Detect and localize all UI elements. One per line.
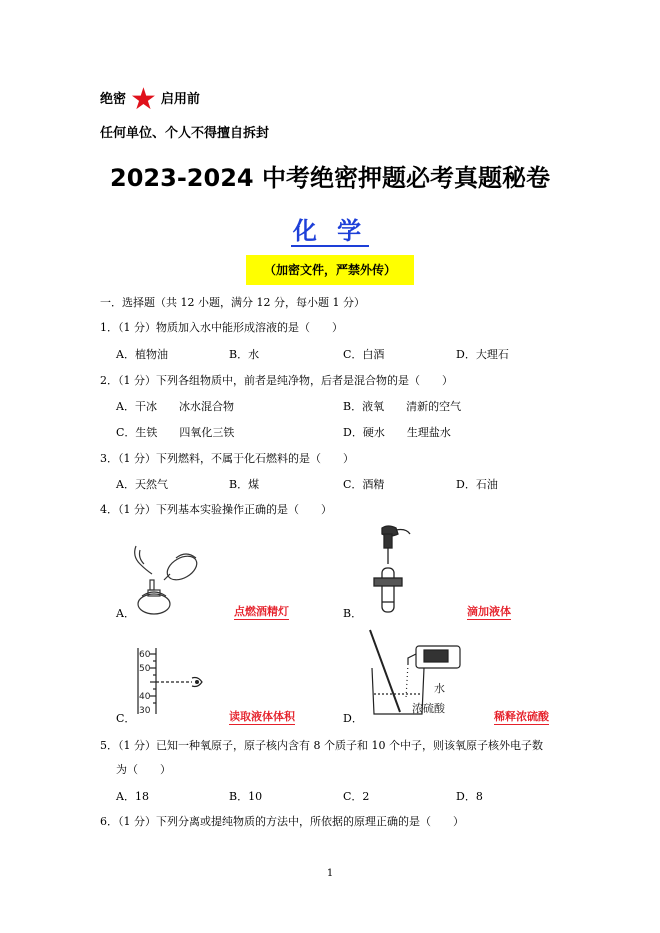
question-2-option-d: D．硬水 生理盐水: [343, 426, 451, 439]
page-number: 1: [326, 868, 334, 879]
question-4-option-c: C．: [116, 712, 136, 725]
question-4-stem: 4．（1 分）下列基本实验操作正确的是（ ）: [100, 503, 332, 516]
figure-label-b: 滴加液体: [467, 605, 511, 618]
figure-label-a: 点燃酒精灯: [234, 605, 289, 618]
question-1-option-a: A．植物油: [116, 348, 168, 361]
question-3-option-b: B．煤: [229, 478, 260, 491]
question-1-option-b: B．水: [229, 348, 260, 361]
question-5-option-b: B．10: [229, 790, 263, 803]
figure-label-c: 读取液体体积: [229, 710, 295, 723]
cylinder-tick-50: 50: [139, 664, 151, 674]
cylinder-tick-40: 40: [139, 692, 151, 702]
alcohol-lamp-figure: [128, 540, 208, 620]
question-6-stem: 6．（1 分）下列分离或提纯物质的方法中，所依据的原理正确的是（ ）: [100, 815, 464, 828]
page-title: 2023-2024 中考绝密押题必考真题秘卷: [110, 164, 550, 192]
section-heading: 一．选择题（共 12 小题，满分 12 分，每小题 1 分）: [100, 296, 365, 309]
dilute-acid-figure: [362, 628, 472, 720]
question-5-option-a: A．18: [116, 790, 149, 803]
secret-label: 绝密: [100, 92, 127, 107]
question-4-option-b: B．: [343, 607, 363, 620]
question-2-option-a: A．干冰 冰水混合物: [116, 400, 234, 413]
star-icon: ★: [130, 82, 157, 117]
acid-label: 浓硫酸: [412, 702, 445, 715]
question-5-stem-line1: 5．（1 分）已知一种氧原子，原子核内含有 8 个质子和 10 个中子，则该氧原子核外电子数: [100, 739, 543, 752]
cylinder-tick-60: 60: [139, 650, 151, 660]
question-5-option-c: C．2: [343, 790, 370, 803]
flame-swirl: [135, 546, 152, 574]
question-1-option-d: D．大理石: [456, 348, 509, 361]
question-2-option-c: C．生铁 四氧化三铁: [116, 426, 235, 439]
question-2-option-b: B．液氧 清新的空气: [343, 400, 462, 413]
figure-label-d: 稀释浓硫酸: [494, 710, 549, 723]
seal-warning: 任何单位、个人不得擅自拆封: [100, 126, 270, 141]
question-1-stem: 1．（1 分）物质加入水中能形成溶液的是（ ）: [100, 321, 343, 334]
subject-title: [0, 211, 660, 246]
water-label: 水: [434, 682, 445, 695]
question-4-option-a: A．: [116, 607, 135, 620]
question-5-stem-line2: 为（ ）: [116, 763, 171, 776]
question-3-stem: 3．（1 分）下列燃料，不属于化石燃料的是（ ）: [100, 452, 354, 465]
before-use-label: 启用前: [160, 92, 200, 107]
question-4-option-d: D．: [343, 712, 363, 725]
question-2-stem: 2．（1 分）下列各组物质中，前者是纯净物，后者是混合物的是（ ）: [100, 374, 453, 387]
cylinder-tick-30: 30: [139, 706, 151, 716]
cylinder-reading-figure: [130, 646, 210, 716]
question-3-option-c: C．酒精: [343, 478, 385, 491]
question-1-option-c: C．白酒: [343, 348, 385, 361]
question-3-option-a: A．天然气: [116, 478, 168, 491]
question-3-option-d: D．石油: [456, 478, 498, 491]
confidential-banner: （加密文件，严禁外传）: [246, 255, 414, 285]
glass-rod: [370, 630, 400, 712]
subject-text: 化 学: [292, 217, 368, 245]
question-5-option-d: D．8: [456, 790, 483, 803]
dropper-figure: [366, 524, 416, 616]
secret-mark: [100, 82, 200, 117]
